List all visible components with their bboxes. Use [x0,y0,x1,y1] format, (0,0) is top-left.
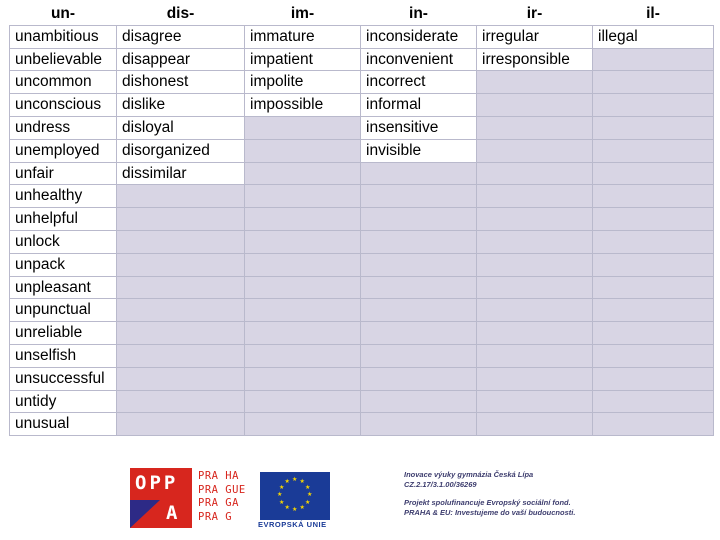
table-cell [245,276,361,299]
table-cell: unbelievable [10,48,117,71]
table-cell [245,390,361,413]
table-cell [477,367,593,390]
table-cell [477,230,593,253]
table-cell [593,48,714,71]
eu-star-icon: ★ [299,479,305,485]
table-cell [117,230,245,253]
project-info [404,470,704,526]
table-cell: disappear [117,48,245,71]
table-row [10,48,714,71]
table-row [10,367,714,390]
table-cell: immature [245,25,361,48]
project-funding: Projekt spolufinancuje Evropský sociální fond. [404,498,571,507]
table-cell [361,230,477,253]
table-cell: irregular [477,25,593,48]
table-cell [361,185,477,208]
table-cell [361,344,477,367]
table-cell: unhealthy [10,185,117,208]
table-cell [477,162,593,185]
table-row [10,230,714,253]
table-cell: impossible [245,94,361,117]
header-ir: ir- [477,3,593,25]
table-row [10,344,714,367]
table-cell [117,367,245,390]
table-cell [593,116,714,139]
table-cell [361,276,477,299]
table-cell: unlock [10,230,117,253]
header-un: un- [10,3,117,25]
prefix-word-table [9,3,714,436]
table-cell [117,413,245,436]
table-cell: undress [10,116,117,139]
table-cell [477,208,593,231]
table-cell [477,413,593,436]
table-cell: unconscious [10,94,117,117]
table-cell: unhelpful [10,208,117,231]
table-cell [245,139,361,162]
table-cell [245,162,361,185]
table-cell: irresponsible [477,48,593,71]
table-cell [245,116,361,139]
table-cell [245,230,361,253]
table-row [10,253,714,276]
table-cell [117,322,245,345]
table-cell [593,230,714,253]
table-cell [361,162,477,185]
table-row [10,322,714,345]
table-row [10,208,714,231]
table-cell [477,94,593,117]
table-cell [117,253,245,276]
eu-flag-icon [260,472,330,520]
table-cell [117,185,245,208]
table-cell [477,185,593,208]
table-cell [477,322,593,345]
table-cell [117,344,245,367]
eu-star-icon: ★ [284,504,290,511]
header-il: il- [593,3,714,25]
eu-star-icon: ★ [284,479,290,485]
table-cell: unusual [10,413,117,436]
table-cell [361,367,477,390]
table-cell [477,299,593,322]
table-cell [593,71,714,94]
table-row [10,413,714,436]
table-cell [117,390,245,413]
eu-star-icon: ★ [304,499,311,506]
table-cell [477,71,593,94]
table-cell [361,322,477,345]
eu-star-icon: ★ [279,499,285,506]
table-cell: dissimilar [117,162,245,185]
table-cell [593,367,714,390]
table-cell: unambitious [10,25,117,48]
praha-line-3: PRA GA [198,497,239,509]
table-cell [117,208,245,231]
table-cell: unreliable [10,322,117,345]
table-cell: incorrect [361,71,477,94]
table-cell [593,94,714,117]
table-cell [117,299,245,322]
eu-star-icon: ★ [277,492,283,498]
table-cell [245,208,361,231]
table-cell [477,390,593,413]
table-cell [477,276,593,299]
header-im: im- [245,3,361,25]
table-cell: disorganized [117,139,245,162]
table-cell [245,367,361,390]
table-cell: unpleasant [10,276,117,299]
praha-line-4: PRA G [198,510,233,523]
table-row [10,116,714,139]
table-cell [593,185,714,208]
table-cell [593,162,714,185]
table-cell [117,276,245,299]
eu-label: EVROPSKÁ UNIE [258,520,327,529]
table-cell: unpack [10,253,117,276]
praha-line-1: PRA HA [198,470,239,482]
table-cell [361,413,477,436]
table-row [10,299,714,322]
eu-star-icon: ★ [292,477,298,483]
eu-star-icon: ★ [304,484,311,491]
table-cell: insensitive [361,116,477,139]
table-cell: disagree [117,25,245,48]
table-cell: impatient [245,48,361,71]
opp-logo-letter: A [166,502,178,524]
table-cell [361,390,477,413]
praha-logo [198,470,250,526]
table-cell: illegal [593,25,714,48]
table-cell: unpunctual [10,299,117,322]
table-cell: unsuccessful [10,367,117,390]
table-cell: uncommon [10,71,117,94]
eu-star-icon: ★ [307,492,313,498]
eu-star-icon: ★ [292,507,298,513]
table-row [10,276,714,299]
project-title: Inovace výuky gymnázia Česká Lípa [404,470,534,479]
table-row [10,390,714,413]
table-cell: unselfish [10,344,117,367]
table-cell [593,253,714,276]
table-cell [593,322,714,345]
table-cell: informal [361,94,477,117]
project-code: CZ.2.17/3.1.00/36269 [404,480,477,489]
table-row [10,185,714,208]
table-cell: impolite [245,71,361,94]
table-cell: dislike [117,94,245,117]
footer-logos [0,460,720,540]
table-row [10,139,714,162]
table-cell [361,299,477,322]
table-cell [593,344,714,367]
table-row [10,94,714,117]
table-cell: unemployed [10,139,117,162]
table-cell [593,413,714,436]
table-cell [361,253,477,276]
table-cell: dishonest [117,71,245,94]
eu-star-icon: ★ [299,504,305,511]
table-cell: inconvenient [361,48,477,71]
table-cell [477,116,593,139]
table-cell [245,185,361,208]
table-cell: inconsiderate [361,25,477,48]
table-cell [593,276,714,299]
table-row [10,71,714,94]
table-cell [361,208,477,231]
table-cell [477,344,593,367]
table-cell: invisible [361,139,477,162]
table-cell [245,253,361,276]
table-cell: unfair [10,162,117,185]
opp-logo [130,468,192,528]
table-row [10,162,714,185]
table-cell [245,299,361,322]
header-row [10,3,714,25]
table-cell [477,253,593,276]
table-row [10,25,714,48]
praha-line-2: PRA GUE [198,483,246,496]
table-cell [477,139,593,162]
header-dis: dis- [117,3,245,25]
table-cell [593,390,714,413]
table-cell [593,139,714,162]
table-cell [245,344,361,367]
table-cell [593,208,714,231]
table-cell [245,322,361,345]
table-cell: disloyal [117,116,245,139]
header-in: in- [361,3,477,25]
table-cell: untidy [10,390,117,413]
table-cell [245,413,361,436]
table-cell [593,299,714,322]
project-slogan: PRAHA & EU: Investujeme do vaší budoucnosti. [404,508,576,517]
opp-logo-text: OPP [135,472,179,494]
eu-star-icon: ★ [279,484,285,491]
